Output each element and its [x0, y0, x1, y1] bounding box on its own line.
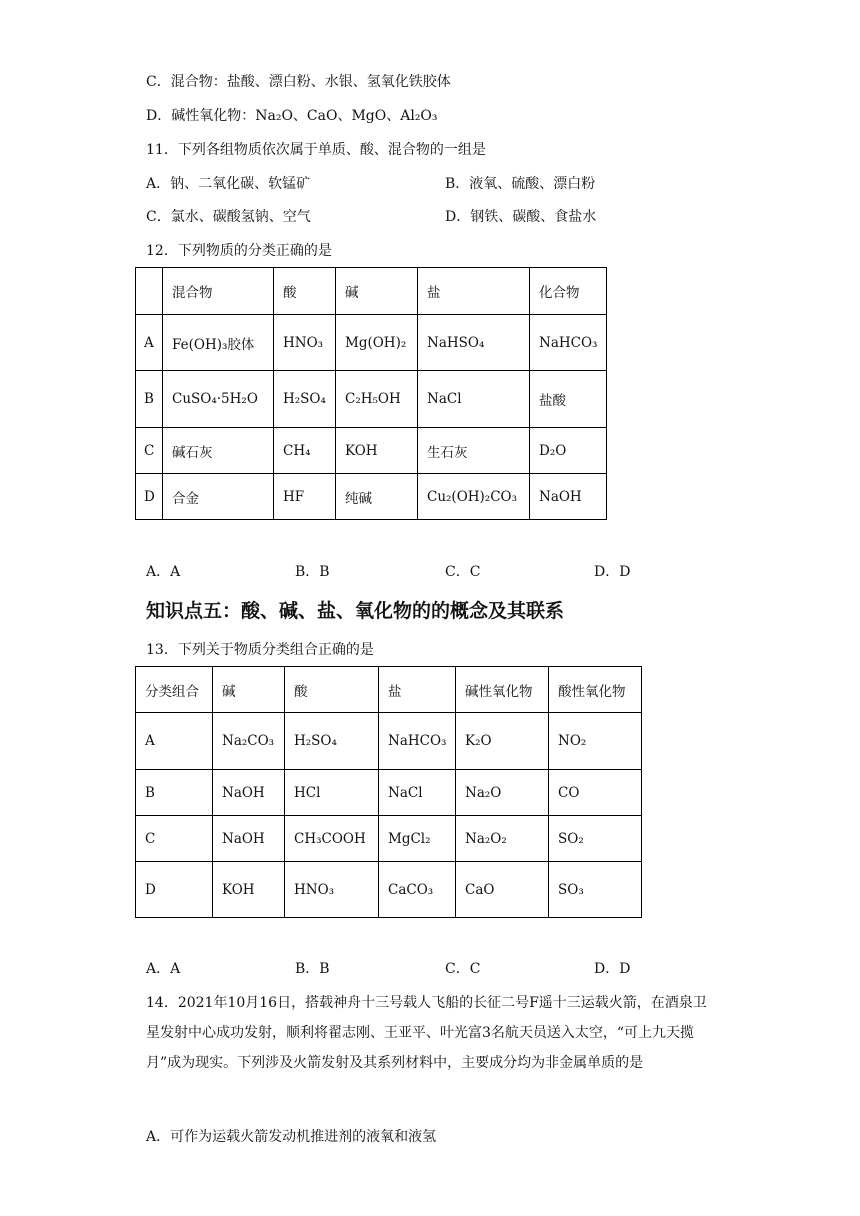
table-header-cell: 盐: [418, 268, 530, 315]
table-cell: NO₂: [549, 713, 642, 770]
table-cell: D: [136, 862, 213, 918]
table-cell: Na₂CO₃: [213, 713, 285, 770]
q13-answer-c: C．C: [445, 961, 481, 977]
table-cell: H₂SO₄: [274, 371, 336, 428]
table-header-cell: 酸性氧化物: [549, 667, 642, 713]
table-cell: CH₄: [274, 428, 336, 474]
table-row: [136, 474, 607, 520]
q10-option-d: D．碱性氧化物：Na₂O、CaO、MgO、Al₂O₃: [146, 108, 438, 124]
q14-stem: 14．2021年10月16日，搭载神舟十三号载人飞船的长征二号F遥十三运载火箭，在酒泉卫星发射中心成功发射，顺利将翟志刚、王亚平、叶光富3名航天员送入太空，“可上九天揽月”成为现实。下列涉及火箭发射及其系列材料中，主要成分均为非金属单质的是: [146, 995, 707, 1071]
table-cell: SO₃: [549, 862, 642, 918]
q11-option-a: A．钠、二氧化碳、软锰矿: [146, 176, 311, 192]
q12-answer-a: A．A: [146, 564, 181, 580]
q11-option-b: B．液氧、硫酸、漂白粉: [445, 176, 596, 192]
q13-table: [135, 666, 642, 918]
table-header-cell: 碱性氧化物: [456, 667, 549, 713]
table-cell: KOH: [336, 428, 418, 474]
table-cell: H₂SO₄: [285, 713, 379, 770]
table-cell: CH₃COOH: [285, 816, 379, 862]
table-row: [136, 816, 642, 862]
table-header-cell: 碱: [213, 667, 285, 713]
table-header-cell: [136, 268, 163, 315]
q11-option-d: D．钢铁、碳酸、食盐水: [445, 209, 597, 225]
q13-stem: 13．下列关于物质分类组合正确的是: [146, 642, 374, 658]
table-header-row: [136, 667, 642, 713]
table-header-cell: 碱: [336, 268, 418, 315]
q13-answer-d: D．D: [594, 961, 631, 977]
table-cell: C: [136, 428, 163, 474]
table-cell: Cu₂(OH)₂CO₃: [418, 474, 530, 520]
table-row: [136, 770, 642, 816]
table-row: [136, 862, 642, 918]
table-row: [136, 428, 607, 474]
q12-stem: 12．下列物质的分类正确的是: [146, 243, 332, 259]
table-cell: A: [136, 713, 213, 770]
table-header-cell: 酸: [274, 268, 336, 315]
q13-answer-b: B．B: [295, 961, 330, 977]
table-cell: MgCl₂: [379, 816, 456, 862]
table-cell: Na₂O₂: [456, 816, 549, 862]
table-cell: A: [136, 315, 163, 371]
q10-option-c: C．混合物：盐酸、漂白粉、水银、氢氧化铁胶体: [146, 74, 451, 90]
table-cell: NaHCO₃: [379, 713, 456, 770]
table-cell: Fe(OH)₃胶体: [163, 315, 274, 371]
table-cell: NaOH: [530, 474, 607, 520]
table-row: [136, 713, 642, 770]
table-header-cell: 混合物: [163, 268, 274, 315]
table-cell: C: [136, 816, 213, 862]
table-header-cell: 分类组合: [136, 667, 213, 713]
table-cell: B: [136, 371, 163, 428]
q12-answer-b: B．B: [295, 564, 330, 580]
table-cell: Mg(OH)₂: [336, 315, 418, 371]
q11-option-c: C．氯水、碳酸氢钠、空气: [146, 209, 311, 225]
table-header-cell: 化合物: [530, 268, 607, 315]
table-cell: HF: [274, 474, 336, 520]
table-header-row: [136, 268, 607, 315]
table-cell: 纯碱: [336, 474, 418, 520]
table-cell: CO: [549, 770, 642, 816]
table-cell: HCl: [285, 770, 379, 816]
table-cell: K₂O: [456, 713, 549, 770]
table-cell: NaCl: [379, 770, 456, 816]
table-cell: 碱石灰: [163, 428, 274, 474]
table-header-cell: 酸: [285, 667, 379, 713]
table-cell: C₂H₅OH: [336, 371, 418, 428]
table-cell: NaHSO₄: [418, 315, 530, 371]
table-row: [136, 315, 607, 371]
q12-answer-d: D．D: [594, 564, 631, 580]
q14-option-a: A．可作为运载火箭发动机推进剂的液氧和液氢: [146, 1129, 437, 1145]
q11-stem: 11．下列各组物质依次属于单质、酸、混合物的一组是: [146, 142, 486, 158]
table-cell: HNO₃: [285, 862, 379, 918]
table-cell: D₂O: [530, 428, 607, 474]
table-cell: 合金: [163, 474, 274, 520]
table-cell: CaCO₃: [379, 862, 456, 918]
table-cell: B: [136, 770, 213, 816]
q12-answer-c: C．C: [445, 564, 481, 580]
table-cell: CuSO₄·5H₂O: [163, 371, 274, 428]
table-cell: 生石灰: [418, 428, 530, 474]
table-cell: SO₂: [549, 816, 642, 862]
table-cell: NaHCO₃: [530, 315, 607, 371]
table-cell: NaCl: [418, 371, 530, 428]
table-cell: HNO₃: [274, 315, 336, 371]
table-cell: CaO: [456, 862, 549, 918]
q13-answer-a: A．A: [146, 961, 181, 977]
table-cell: Na₂O: [456, 770, 549, 816]
section-heading: 知识点五：酸、碱、盐、氧化物的的概念及其联系: [146, 600, 565, 622]
table-cell: KOH: [213, 862, 285, 918]
q12-table: [135, 267, 607, 520]
table-cell: 盐酸: [530, 371, 607, 428]
table-cell: NaOH: [213, 816, 285, 862]
table-cell: D: [136, 474, 163, 520]
table-cell: NaOH: [213, 770, 285, 816]
table-header-cell: 盐: [379, 667, 456, 713]
table-row: [136, 371, 607, 428]
